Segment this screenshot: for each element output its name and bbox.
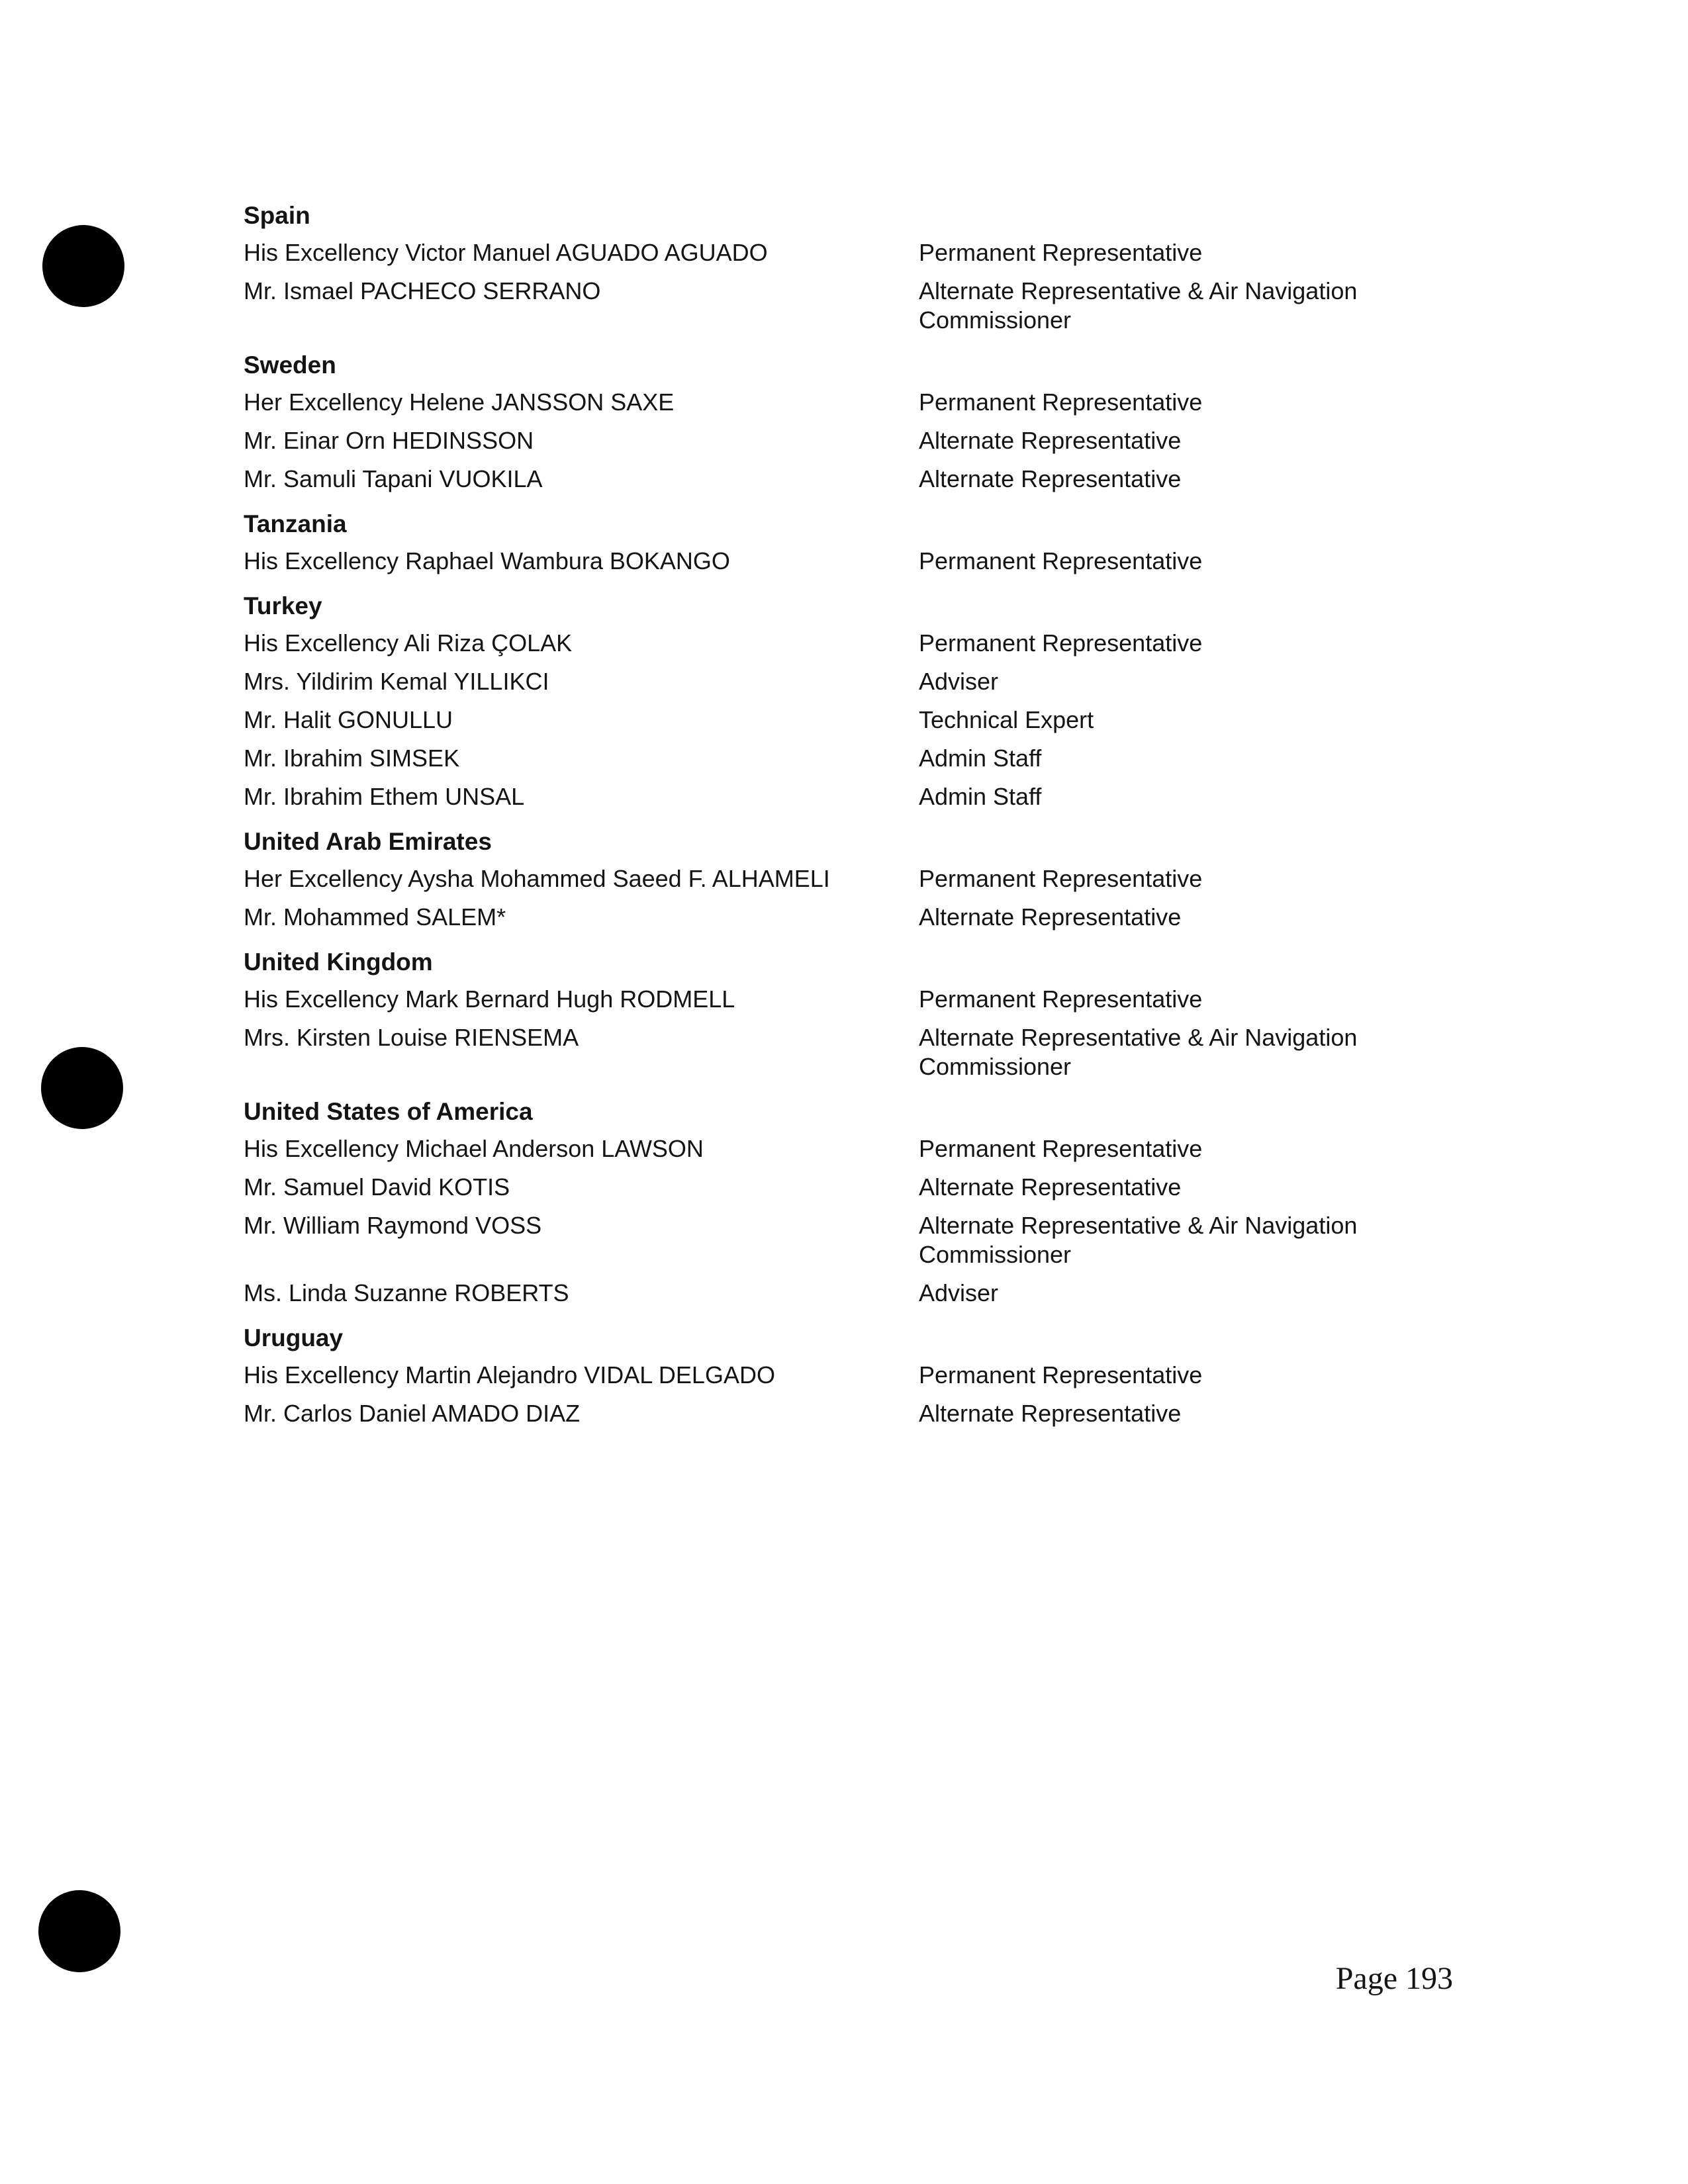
- delegate-role: Alternate Representative: [919, 465, 1182, 492]
- punch-hole: [42, 225, 124, 307]
- delegate-role: Alternate Representative & Air Navigation Commissioner: [919, 277, 1358, 334]
- delegate-role: Permanent Representative: [919, 985, 1203, 1013]
- delegate-role: Admin Staff: [919, 783, 1042, 810]
- delegate-name: Mr. Mohammed SALEM*: [244, 903, 506, 931]
- delegate-role: Permanent Representative: [919, 1361, 1203, 1388]
- delegate-row: [244, 740, 1462, 778]
- delegate-role: Alternate Representative: [919, 1400, 1182, 1427]
- country-heading: United Arab Emirates: [244, 828, 492, 855]
- delegate-role: Alternate Representative & Air Navigation Commissioner: [919, 1024, 1358, 1080]
- delegate-name: His Excellency Ali Riza ÇOLAK: [244, 629, 573, 657]
- punch-hole: [38, 1890, 120, 1972]
- delegate-row: [244, 1275, 1462, 1313]
- delegate-row: [244, 273, 1462, 340]
- delegate-row: [244, 1207, 1462, 1275]
- delegate-role: Permanent Representative: [919, 629, 1203, 657]
- delegate-row: [244, 1395, 1462, 1433]
- delegate-role: Permanent Representative: [919, 239, 1203, 266]
- delegate-role: Permanent Representative: [919, 1135, 1203, 1162]
- delegate-role: Permanent Representative: [919, 547, 1203, 574]
- delegate-role: Alternate Representative: [919, 903, 1182, 931]
- delegate-role: Alternate Representative & Air Navigation Commissioner: [919, 1212, 1358, 1268]
- delegate-name: His Excellency Martin Alejandro VIDAL DELGADO: [244, 1361, 775, 1388]
- delegate-role: Permanent Representative: [919, 388, 1203, 416]
- delegate-name: His Excellency Mark Bernard Hugh RODMELL: [244, 985, 735, 1013]
- delegate-row: [244, 625, 1462, 663]
- delegate-row: [244, 1130, 1462, 1169]
- delegate-row: [244, 543, 1462, 581]
- page-number: Page 193: [1335, 1961, 1453, 1996]
- delegate-row: [244, 1169, 1462, 1207]
- country-heading: United Kingdom: [244, 948, 433, 976]
- delegate-row: [244, 461, 1462, 499]
- delegate-name: Mr. Ismael PACHECO SERRANO: [244, 277, 601, 304]
- delegate-role: Alternate Representative: [919, 427, 1182, 454]
- delegate-name: Mr. Carlos Daniel AMADO DIAZ: [244, 1400, 581, 1427]
- delegation-list: [244, 197, 1462, 1433]
- country-heading: Spain: [244, 202, 310, 229]
- delegate-name: His Excellency Michael Anderson LAWSON: [244, 1135, 704, 1162]
- delegate-name: Mr. William Raymond VOSS: [244, 1212, 542, 1239]
- delegate-role: Permanent Representative: [919, 865, 1203, 892]
- delegate-row: [244, 384, 1462, 422]
- delegate-name: Her Excellency Helene JANSSON SAXE: [244, 388, 675, 416]
- country-heading: Turkey: [244, 592, 322, 619]
- punch-hole: [41, 1047, 123, 1129]
- delegate-name: His Excellency Raphael Wambura BOKANGO: [244, 547, 730, 574]
- delegate-row: [244, 778, 1462, 817]
- delegate-role: Adviser: [919, 668, 999, 695]
- country-heading: Tanzania: [244, 510, 347, 537]
- country-heading: United States of America: [244, 1098, 533, 1125]
- delegate-name: Mr. Samuel David KOTIS: [244, 1173, 510, 1201]
- delegate-row: [244, 422, 1462, 461]
- delegate-row: [244, 1357, 1462, 1395]
- delegate-name: Ms. Linda Suzanne ROBERTS: [244, 1279, 569, 1306]
- delegate-row: [244, 234, 1462, 273]
- delegate-role: Adviser: [919, 1279, 999, 1306]
- delegate-row: [244, 981, 1462, 1019]
- delegate-name: Mr. Halit GONULLU: [244, 706, 453, 733]
- delegate-row: [244, 899, 1462, 937]
- delegate-name: Mr. Ibrahim Ethem UNSAL: [244, 783, 525, 810]
- delegate-role: Alternate Representative: [919, 1173, 1182, 1201]
- delegate-role: Technical Expert: [919, 706, 1094, 733]
- delegate-name: Mr. Samuli Tapani VUOKILA: [244, 465, 543, 492]
- delegate-row: [244, 860, 1462, 899]
- delegate-name: Mrs. Kirsten Louise RIENSEMA: [244, 1024, 579, 1051]
- delegate-row: [244, 663, 1462, 702]
- delegate-name: Mr. Einar Orn HEDINSSON: [244, 427, 534, 454]
- country-heading: Uruguay: [244, 1324, 344, 1351]
- delegate-name: His Excellency Victor Manuel AGUADO AGUADO: [244, 239, 768, 266]
- delegate-name: Her Excellency Aysha Mohammed Saeed F. ALHAMELI: [244, 865, 830, 892]
- country-heading: Sweden: [244, 351, 336, 379]
- delegate-name: Mr. Ibrahim SIMSEK: [244, 745, 460, 772]
- delegate-name: Mrs. Yildirim Kemal YILLIKCI: [244, 668, 549, 695]
- delegate-row: [244, 702, 1462, 740]
- delegate-row: [244, 1019, 1462, 1087]
- delegate-role: Admin Staff: [919, 745, 1042, 772]
